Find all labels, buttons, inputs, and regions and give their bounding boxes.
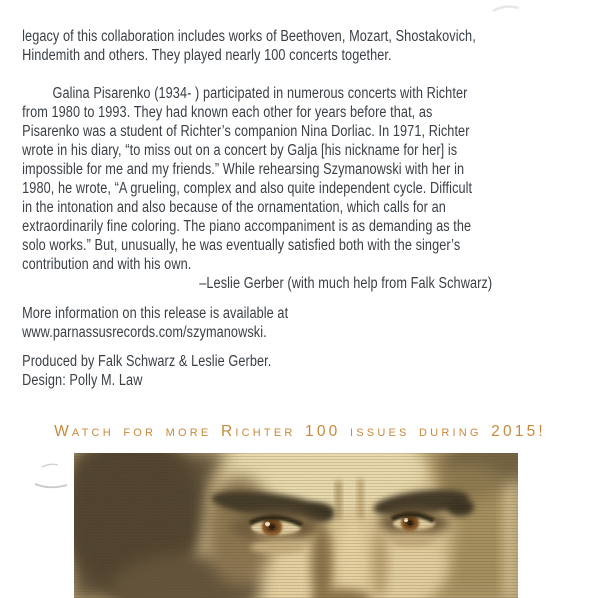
paragraph-pisarenko <box>22 84 600 293</box>
body-text-line: contribution and with his own. <box>22 256 192 273</box>
body-text-line: from 1980 to 1993. They had known each other for years before that, as <box>22 104 433 121</box>
scanline-texture <box>74 453 518 598</box>
more-info-line: More information on this release is available at <box>22 305 289 322</box>
body-text-line: Hindemith and others. They played nearly 100 concerts together. <box>22 47 392 64</box>
body-text-line: impossible for me and my friends.” While rehearsing Szymanowski with her in <box>22 161 465 178</box>
body-text-line: extraordinarily fine coloring. The piano accompaniment is as demanding as the <box>22 218 472 235</box>
body-text-line: in the intonation and also because of the ornamentation, which calls for an <box>22 199 446 216</box>
richter-100-announcement: Watch for more Richter 100 issues during 2015! <box>54 423 546 440</box>
credits-block <box>22 352 600 390</box>
smudge-mark-artifact <box>490 2 534 16</box>
richter-portrait-photo <box>74 453 518 598</box>
author-byline: –Leslie Gerber (with much help from Falk Schwarz) <box>199 275 493 292</box>
paragraph-continuation <box>22 27 600 65</box>
body-text-line: wrote in his diary, “to miss out on a concert by Galja [his nickname for her] is <box>22 142 458 159</box>
producer-credit: Produced by Falk Schwarz & Leslie Gerber. <box>22 353 272 370</box>
more-info-block <box>22 304 600 342</box>
body-text-line: Galina Pisarenko (1934- ) participated in numerous concerts with Richter <box>52 85 468 102</box>
design-credit: Design: Polly M. Law <box>22 372 143 389</box>
body-text-line: solo works.” But, unusually, he was eventually satisfied both with the singer’s <box>22 237 461 254</box>
body-text-line: legacy of this collaboration includes works of Beethoven, Mozart, Shostakovich, <box>22 28 476 45</box>
release-url: www.parnassusrecords.com/szymanowski. <box>22 324 267 341</box>
liner-notes-text <box>0 27 600 390</box>
body-text-line: Pisarenko was a student of Richter’s companion Nina Dorliac. In 1971, Richter <box>22 123 470 140</box>
body-text-line: 1980, he wrote, “A grueling, complex and also quite independent cycle. Difficult <box>22 180 473 197</box>
